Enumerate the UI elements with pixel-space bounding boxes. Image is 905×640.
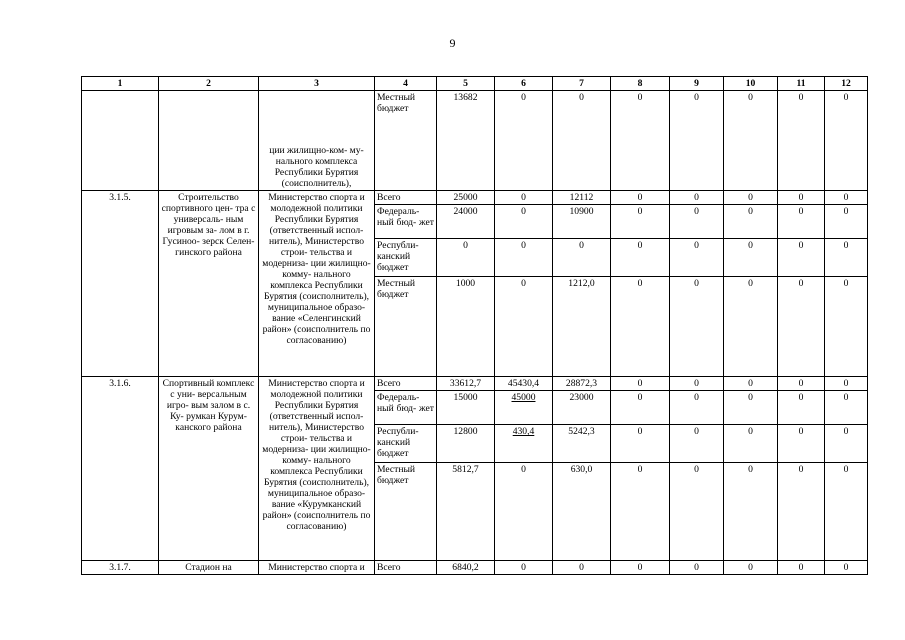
column-header: 2: [159, 77, 259, 91]
value-cell: 28872,3: [553, 377, 611, 391]
value-cell: 0: [825, 91, 868, 191]
value-cell: 12112: [553, 191, 611, 205]
table-row: [82, 377, 868, 391]
value-cell: 0: [611, 205, 670, 239]
source-cell: Федераль- ный бюд- жет: [375, 205, 437, 239]
value-cell: 0: [825, 277, 868, 377]
item-code: 3.1.7.: [82, 561, 159, 575]
value-cell: 0: [611, 91, 670, 191]
value-cell: 0: [495, 561, 553, 575]
value-cell: 0: [553, 91, 611, 191]
value-cell: 0: [437, 239, 495, 277]
value-cell: 0: [825, 239, 868, 277]
page-number: 9: [449, 36, 456, 50]
item-name: Стадион на: [159, 561, 259, 575]
executor-cell: [259, 91, 375, 191]
value-cell: 0: [778, 205, 825, 239]
value-cell: 0: [670, 205, 724, 239]
value-cell: 0: [670, 561, 724, 575]
table-row: [82, 191, 868, 205]
value-cell: 0: [825, 561, 868, 575]
item-code: 3.1.5.: [82, 191, 159, 377]
source-cell: Местный бюджет: [375, 463, 437, 561]
column-header: 4: [375, 77, 437, 91]
item-name: Строительство спортивного цен- тра с универсаль- ным игровым за- лом в г. Гусиноо- зерск Селен- гинского района: [159, 191, 259, 377]
value-cell: 0: [611, 239, 670, 277]
value-cell: 0: [611, 425, 670, 463]
value-cell: 0: [495, 205, 553, 239]
value-cell: 0: [553, 239, 611, 277]
value-cell: 0: [778, 191, 825, 205]
source-cell: Местный бюджет: [375, 277, 437, 377]
source-cell: Всего: [375, 191, 437, 205]
value-cell: 0: [778, 391, 825, 425]
value-cell: 0: [825, 391, 868, 425]
value-cell: 0: [825, 205, 868, 239]
value-cell: 0: [724, 239, 778, 277]
column-header: 11: [778, 77, 825, 91]
value-cell: 23000: [553, 391, 611, 425]
value-cell: 0: [670, 239, 724, 277]
value-cell: 0: [778, 425, 825, 463]
value-cell: 12800: [437, 425, 495, 463]
value-cell: 0: [495, 463, 553, 561]
value-cell: 0: [670, 377, 724, 391]
value-cell: 13682: [437, 91, 495, 191]
column-header: 3: [259, 77, 375, 91]
value-cell: 0: [611, 191, 670, 205]
executor-text: нитель), Министерство строи- тельства и модерниза- ции жилищно-комму- нального комплекса Республики Бурятия (соисполнитель), муниципальное образо- вание «Селенгинский район» (соисполнитель по согласованию): [262, 236, 371, 346]
value-cell: 0: [778, 377, 825, 391]
value-cell: 0: [825, 377, 868, 391]
value-cell: 1212,0: [553, 277, 611, 377]
column-number-row: [82, 77, 868, 91]
value-cell: 33612,7: [437, 377, 495, 391]
value-cell: 0: [670, 191, 724, 205]
executor-text: Министерство спорта и молодежной политики Республики Бурятия (ответственный испол-: [268, 192, 365, 236]
source-cell: Местный бюджет: [375, 91, 437, 191]
value-cell: 0: [724, 377, 778, 391]
executor-text: ции жилищно-ком- му-нального комплекса Республики Бурятия (соисполнитель),: [269, 145, 364, 189]
value-cell: 0: [670, 463, 724, 561]
value-cell: 0: [611, 377, 670, 391]
value-cell: 0: [495, 191, 553, 205]
column-header: 8: [611, 77, 670, 91]
value-cell: 0: [724, 561, 778, 575]
value-cell: 0: [778, 239, 825, 277]
value-cell: 630,0: [553, 463, 611, 561]
budget-table: [81, 76, 868, 575]
item-code: 3.1.6.: [82, 377, 159, 561]
value-cell: 10900: [553, 205, 611, 239]
column-header: 1: [82, 77, 159, 91]
value-cell: 0: [778, 463, 825, 561]
value-cell: 25000: [437, 191, 495, 205]
value-cell: 0: [724, 191, 778, 205]
table-row: [82, 561, 868, 575]
source-cell: Всего: [375, 561, 437, 575]
value-cell: 15000: [437, 391, 495, 425]
column-header: 12: [825, 77, 868, 91]
value-cell: 0: [495, 91, 553, 191]
source-cell: Республи- канский бюджет: [375, 425, 437, 463]
item-name: Спортивный комплекс с уни- версальным игро- вым залом в с. Ку- румкан Курум- канского района: [159, 377, 259, 561]
value-cell: 45430,4: [495, 377, 553, 391]
code-cell: [82, 91, 159, 191]
source-cell: Республи- канский бюджет: [375, 239, 437, 277]
value-cell: 45000: [495, 391, 553, 425]
executor-cell: [259, 191, 375, 377]
value-cell: 0: [553, 561, 611, 575]
column-header: 5: [437, 77, 495, 91]
value-cell: 0: [724, 277, 778, 377]
value-cell: 430,4: [495, 425, 553, 463]
value-cell: 0: [670, 391, 724, 425]
value-cell: 0: [778, 91, 825, 191]
value-cell: 0: [495, 277, 553, 377]
table-row: [82, 91, 868, 191]
column-header: 7: [553, 77, 611, 91]
value-cell: 5242,3: [553, 425, 611, 463]
value-cell: 0: [611, 463, 670, 561]
value-cell: 0: [724, 391, 778, 425]
value-cell: 0: [724, 91, 778, 191]
value-cell: 0: [670, 277, 724, 377]
executor-cell: Министерство спорта и молодежной политики Республики Бурятия (ответственный испол- нитель), Министерство строи- тельства и модерниза- ции жилищно-комму- нального комплекса Республики Бурятия (соисполнитель), муниципальное образо- вание «Курумканский район» (соисполнитель по согласованию): [259, 377, 375, 561]
column-header: 9: [670, 77, 724, 91]
value-cell: 0: [611, 277, 670, 377]
source-cell: Федераль- ный бюд- жет: [375, 391, 437, 425]
value-cell: 0: [724, 425, 778, 463]
executor-cell: Министерство спорта и: [259, 561, 375, 575]
value-cell: 0: [670, 425, 724, 463]
value-cell: 0: [825, 191, 868, 205]
value-cell: 0: [778, 277, 825, 377]
value-cell: 24000: [437, 205, 495, 239]
value-cell: 0: [611, 561, 670, 575]
value-cell: 0: [495, 239, 553, 277]
value-cell: 0: [670, 91, 724, 191]
column-header: 10: [724, 77, 778, 91]
value-cell: 0: [611, 391, 670, 425]
name-cell: [159, 91, 259, 191]
value-cell: 0: [778, 561, 825, 575]
value-cell: 0: [724, 205, 778, 239]
value-cell: 1000: [437, 277, 495, 377]
value-cell: 0: [825, 463, 868, 561]
value-cell: 0: [825, 425, 868, 463]
value-cell: 6840,2: [437, 561, 495, 575]
column-header: 6: [495, 77, 553, 91]
value-cell: 0: [724, 463, 778, 561]
source-cell: Всего: [375, 377, 437, 391]
value-cell: 5812,7: [437, 463, 495, 561]
